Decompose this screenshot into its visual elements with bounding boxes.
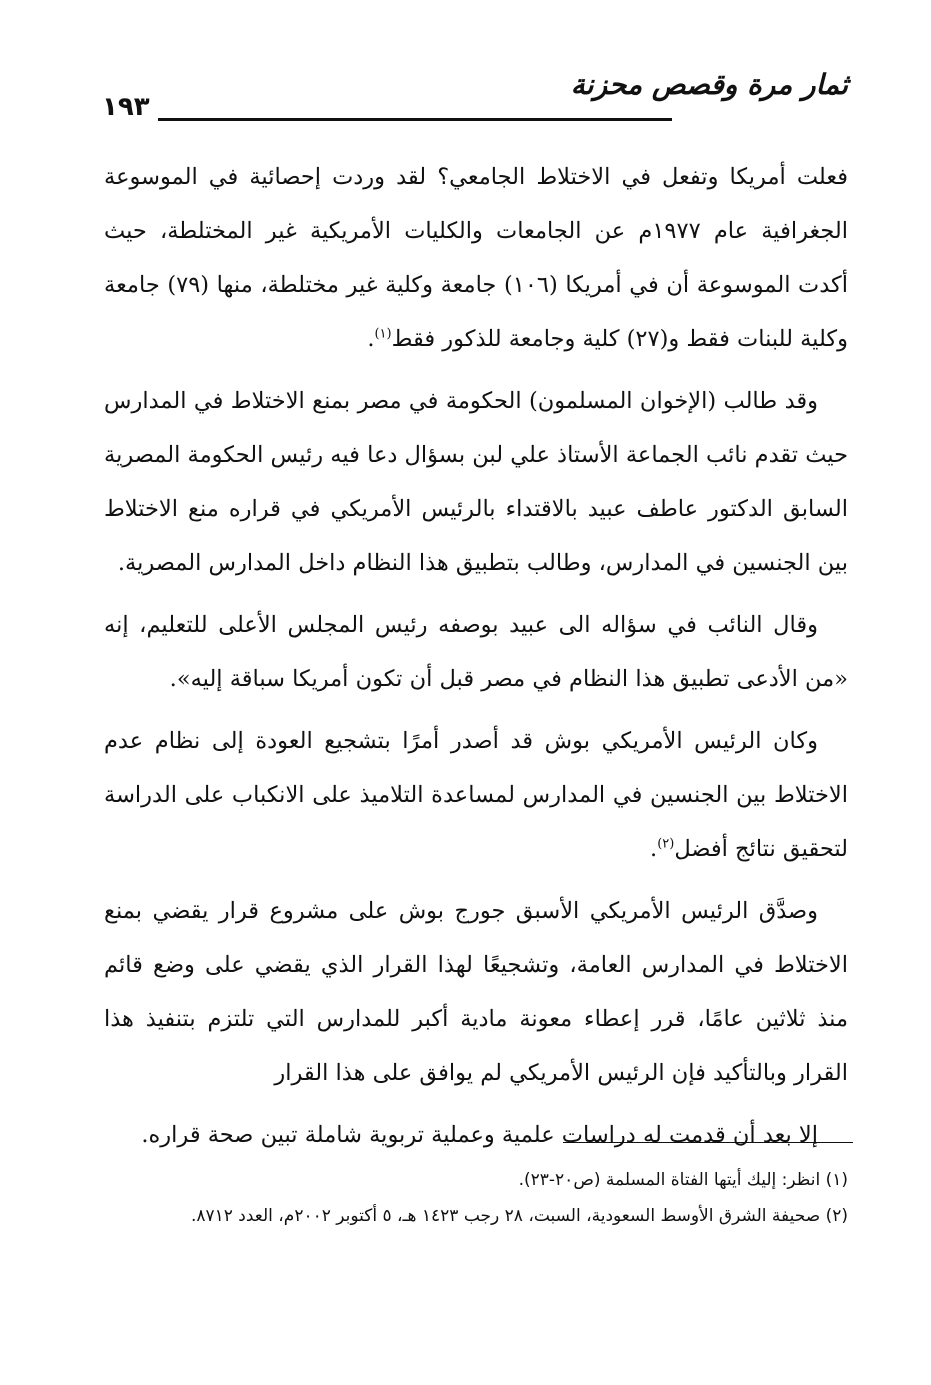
footnote-1: (١) انظر: إليك أيتها الفتاة المسلمة (ص٢٠-٢٣).: [518, 1170, 848, 1190]
paragraph-text: إلا بعد أن قدمت له دراسات علمية وعملية تربوية شاملة تبين صحة قراره.: [141, 1122, 818, 1148]
paragraph-3: [104, 598, 848, 706]
paragraph-text: وصدَّق الرئيس الأمريكي الأسبق جورج بوش على مشروع قرار يقضي بمنع الاختلاط في المدارس العامة، وتشجيعًا لهذا القرار الذي يقضي على وضع قائم منذ ثلاثين عامًا، قرر إعطاء معونة مادية أكبر للمدارس التي تلتزم بتنفيذ هذا القرار وبالتأكيد فإن الرئيس الأمريكي لم يوافق على هذا القرار: [104, 898, 848, 1086]
body-text: [104, 150, 848, 1170]
paragraph-4: [104, 714, 848, 876]
paragraph-tail: .: [650, 836, 658, 862]
paragraph-5: [104, 884, 848, 1100]
header-rule: [158, 118, 672, 121]
footnote-ref-2: (٢): [657, 836, 675, 852]
paragraph-2: [104, 374, 848, 590]
paragraph-text: وقد طالب (الإخوان المسلمون) الحكومة في مصر بمنع الاختلاط في المدارس حيث تقدم نائب الجماعة الأستاذ علي لبن بسؤال دعا فيه رئيس الحكومة المصرية السابق الدكتور عاطف عبيد بالاقتداء بالرئيس الأمريكي في قراره منع الاختلاط بين الجنسين في المدارس، وطالب بتطبيق هذا النظام داخل المدارس المصرية.: [104, 388, 848, 576]
footnotes: [110, 1162, 848, 1234]
book-title: ثمار مرة وقصص محزنة: [570, 68, 848, 101]
paragraph-text: وقال النائب في سؤاله الى عبيد بوصفه رئيس المجلس الأعلى للتعليم، إنه «من الأدعى تطبيق هذا النظام في مصر قبل أن تكون أمريكا سباقة إليه».: [104, 612, 848, 692]
paragraph-text: فعلت أمريكا وتفعل في الاختلاط الجامعي؟ لقد وردت إحصائية في الموسوعة الجغرافية عام ١٩٧٧م عن الجامعات والكليات الأمريكية غير المختلطة، حيث أكدت الموسوعة أن في أمريكا (١٠٦) جامعة وكلية غير مختلطة، منها (٧٩) جامعة وكلية للبنات فقط و(٢٧) كلية وجامعة للذكور فقط: [104, 164, 848, 352]
paragraph-1: [104, 150, 848, 366]
footnote-ref-1: (١): [374, 326, 392, 342]
page-header: [100, 58, 848, 130]
paragraph-tail: .: [367, 326, 375, 352]
footnote-separator: [563, 1142, 853, 1143]
footnote-2: (٢) صحيفة الشرق الأوسط السعودية، السبت، ٢٨ رجب ١٤٢٣ هـ، ٥ أكتوبر ٢٠٠٢م، العدد ٨٧١٢.: [190, 1206, 848, 1226]
paragraph-6: [104, 1108, 848, 1162]
paragraph-text: وكان الرئيس الأمريكي بوش قد أصدر أمرًا بتشجيع العودة إلى نظام عدم الاختلاط بين الجنسين في المدارس لمساعدة التلاميذ على الانكباب على الدراسة لتحقيق نتائج أفضل: [104, 728, 848, 862]
page-number: ١٩٣: [102, 92, 150, 122]
